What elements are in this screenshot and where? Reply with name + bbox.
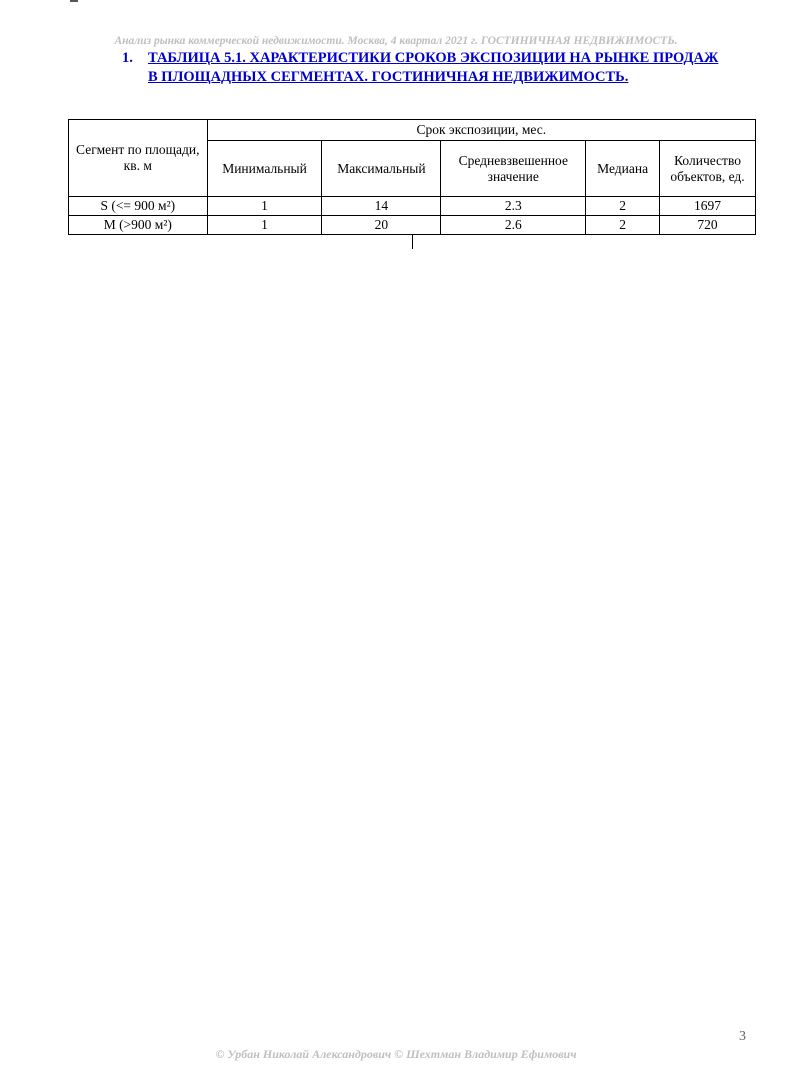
weighted-cell: 2.6: [441, 216, 586, 235]
copyright-footer: © Урбан Николай Александрович © Шехтман Владимир Ефимович: [215, 1047, 577, 1061]
min-cell: 1: [207, 216, 322, 235]
column-header-median: Медиана: [586, 141, 660, 197]
table-row: [69, 216, 756, 235]
section-title: ТАБЛИЦА 5.1. ХАРАКТЕРИСТИКИ СРОКОВ ЭКСПОЗИЦИИ НА РЫНКЕ ПРОДАЖ В ПЛОЩАДНЫХ СЕГМЕНТАХ. ГОСТИНИЧНАЯ НЕДВИЖИМОСТЬ.: [148, 50, 719, 85]
column-header-weighted: Средневзвешенное значение: [441, 141, 586, 197]
page-number: 3: [739, 1029, 746, 1044]
table-row: [69, 197, 756, 216]
group-header: Срок экспозиции, мес.: [207, 120, 755, 141]
count-cell: 720: [660, 216, 756, 235]
weighted-cell: 2.3: [441, 197, 586, 216]
column-header-count: Количество объектов, ед.: [660, 141, 756, 197]
count-cell: 1697: [660, 197, 756, 216]
page-corner-mark: [70, 0, 78, 2]
segment-header: Сегмент по площади, кв. м: [69, 120, 208, 197]
running-header: Анализ рынка коммерческой недвижимости. Москва, 4 квартал 2021 г. ГОСТИНИЧНАЯ НЕДВИЖИМОСТЬ.: [114, 35, 678, 47]
median-cell: 2: [586, 216, 660, 235]
section-heading: [122, 49, 722, 87]
column-header-min: Минимальный: [207, 141, 322, 197]
max-cell: 20: [322, 216, 441, 235]
table-header-row: [69, 120, 756, 141]
text-cursor: [412, 235, 413, 249]
max-cell: 14: [322, 197, 441, 216]
segment-cell: S (<= 900 м²): [69, 197, 208, 216]
segment-cell: M (>900 м²): [69, 216, 208, 235]
section-number: 1.: [122, 50, 133, 66]
min-cell: 1: [207, 197, 322, 216]
median-cell: 2: [586, 197, 660, 216]
column-header-max: Максимальный: [322, 141, 441, 197]
exposure-table: [68, 119, 756, 235]
